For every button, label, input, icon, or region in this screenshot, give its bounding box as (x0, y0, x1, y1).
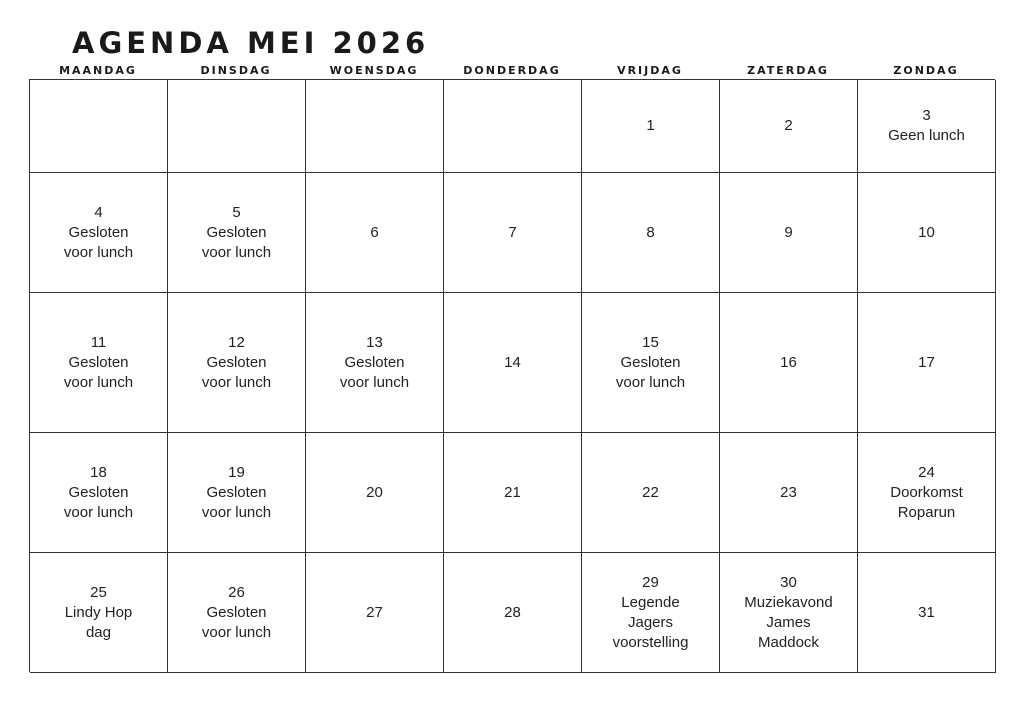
calendar-day-cell (30, 80, 168, 173)
day-note: Doorkomst Roparun (890, 483, 963, 521)
calendar-day-cell (858, 80, 996, 173)
day-number: 19 (228, 463, 245, 481)
calendar-day-cell (582, 173, 720, 293)
day-note: Geen lunch (888, 127, 965, 144)
day-number: 25 (90, 583, 107, 601)
day-number: 24 (918, 463, 935, 481)
calendar-day-cell (168, 80, 306, 173)
calendar-day-cell (30, 173, 168, 293)
day-number: 27 (366, 603, 383, 621)
calendar-day-cell (444, 173, 582, 293)
day-number: 8 (646, 223, 655, 241)
day-number: 2 (784, 117, 793, 134)
day-number: 13 (366, 333, 383, 351)
calendar-day-cell (720, 293, 858, 433)
day-number: 17 (918, 353, 935, 371)
day-number: 12 (228, 333, 245, 351)
calendar-day-cell (858, 173, 996, 293)
day-number: 9 (784, 223, 793, 241)
day-number: 4 (94, 203, 103, 221)
calendar-grid (29, 79, 995, 672)
day-number: 22 (642, 483, 659, 501)
weekday-label: ZATERDAG (747, 64, 829, 77)
calendar-day-cell (444, 553, 582, 673)
day-number: 21 (504, 483, 521, 501)
day-number: 6 (370, 223, 379, 241)
day-number: 31 (918, 603, 935, 621)
calendar-day-cell (168, 293, 306, 433)
day-note: Gesloten voor lunch (201, 223, 272, 261)
calendar-day-cell (168, 553, 306, 673)
calendar-day-cell (582, 553, 720, 673)
weekday-label: VRIJDAG (617, 64, 683, 77)
weekday-label: DINSDAG (200, 64, 272, 77)
weekday-label: WOENSDAG (329, 64, 419, 77)
day-number: 3 (922, 107, 931, 124)
day-number: 29 (642, 573, 659, 591)
day-number: 26 (228, 583, 245, 601)
day-note: Gesloten voor lunch (63, 223, 134, 261)
day-note: Gesloten voor lunch (63, 353, 134, 391)
day-number: 11 (90, 333, 107, 351)
calendar-day-cell (858, 433, 996, 553)
calendar-day-cell (306, 433, 444, 553)
page-title: AGENDA MEI 2026 (72, 26, 430, 60)
day-number: 20 (366, 483, 383, 501)
calendar-day-cell (720, 433, 858, 553)
day-number: 30 (780, 573, 797, 591)
day-number: 1 (646, 117, 655, 134)
calendar-day-cell (858, 293, 996, 433)
day-note: Gesloten voor lunch (201, 483, 272, 521)
calendar-day-cell (720, 80, 858, 173)
weekday-label: ZONDAG (893, 64, 959, 77)
calendar-day-cell (306, 293, 444, 433)
day-number: 7 (508, 223, 517, 241)
calendar-day-cell (168, 173, 306, 293)
day-note: Gesloten voor lunch (63, 483, 134, 521)
day-note: Muziekavond James Maddock (744, 593, 833, 651)
day-note: Gesloten voor lunch (201, 353, 272, 391)
calendar-day-cell (858, 553, 996, 673)
calendar-day-cell (306, 553, 444, 673)
calendar-day-cell (582, 433, 720, 553)
day-number: 28 (504, 603, 521, 621)
day-number: 10 (918, 223, 935, 241)
calendar-day-cell (582, 80, 720, 173)
day-note: Gesloten voor lunch (615, 353, 686, 391)
calendar-day-cell (306, 173, 444, 293)
calendar-day-cell (30, 433, 168, 553)
day-note: Legende Jagers voorstelling (612, 593, 689, 651)
weekday-label: MAANDAG (59, 64, 137, 77)
calendar-day-cell (444, 433, 582, 553)
calendar-day-cell (30, 293, 168, 433)
calendar-day-cell (168, 433, 306, 553)
day-number: 5 (232, 203, 241, 221)
calendar-day-cell (720, 553, 858, 673)
calendar-day-cell (30, 553, 168, 673)
day-number: 18 (90, 463, 107, 481)
calendar-day-cell (444, 293, 582, 433)
day-note: Gesloten voor lunch (201, 603, 272, 641)
day-number: 15 (642, 333, 659, 351)
day-number: 16 (780, 353, 797, 371)
day-note: Gesloten voor lunch (339, 353, 410, 391)
calendar-day-cell (306, 80, 444, 173)
calendar-day-cell (720, 173, 858, 293)
day-note: Lindy Hop dag (64, 603, 133, 641)
calendar-day-cell (582, 293, 720, 433)
day-number: 14 (504, 353, 521, 371)
day-number: 23 (780, 483, 797, 501)
calendar-day-cell (444, 80, 582, 173)
weekday-header (29, 62, 995, 80)
weekday-label: DONDERDAG (463, 64, 561, 77)
